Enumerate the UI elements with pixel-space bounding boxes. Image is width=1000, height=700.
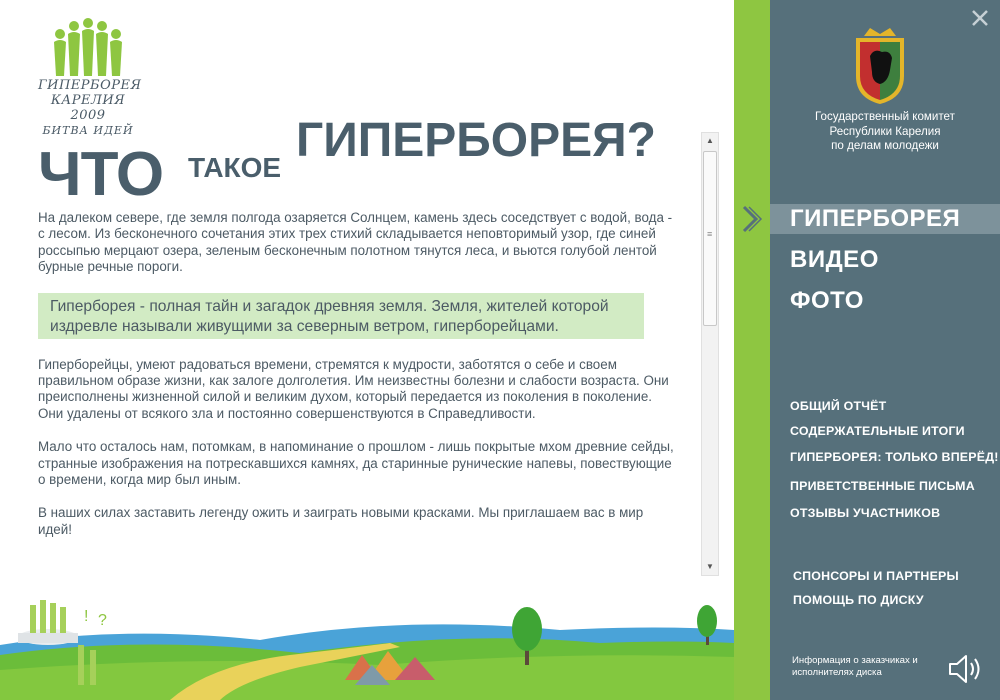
scroll-thumb[interactable]	[703, 151, 717, 326]
nav-item-general-report[interactable]: ОБЩИЙ ОТЧЁТ	[790, 399, 887, 413]
landscape-illustration	[0, 585, 734, 700]
nav-item-help[interactable]: ПОМОЩЬ ПО ДИСКУ	[793, 593, 924, 607]
close-icon[interactable]	[970, 8, 990, 28]
scroll-up-arrow-icon[interactable]: ▲	[706, 136, 714, 145]
paragraph-3: Мало что осталось нам, потомкам, в напоминание о прошлом - лишь покрытые мхом древние сейды, странные изображения на потрескавшихся камнях, да старинные рунические напевы, повествующие о времени, когда мир был иным.	[38, 439, 674, 488]
nav-item-hyperborea[interactable]: ГИПЕРБОРЕЯ	[770, 204, 1000, 234]
nav-item-reviews[interactable]: ОТЗЫВЫ УЧАСТНИКОВ	[790, 506, 941, 520]
logo-line-1: ГИПЕРБОРЕЯ	[38, 78, 142, 93]
committee-line-2: Республики Карелия	[829, 124, 941, 138]
karelia-coat-of-arms-icon	[850, 26, 910, 106]
scroll-grip-icon: ≡	[707, 229, 713, 239]
hyperborea-logo	[38, 18, 142, 137]
sidebar	[770, 0, 1000, 700]
highlight-quote: Гиперборея - полная тайн и загадок древняя земля. Земля, жителей которой издревле называли живущими за северным ветром, гиперборейцами.	[38, 293, 644, 339]
people-logo-icon	[50, 18, 126, 78]
nav-item-forward[interactable]: ГИПЕРБОРЕЯ: ТОЛЬКО ВПЕРЁД!	[790, 450, 999, 464]
nav-item-sponsors[interactable]: СПОНСОРЫ И ПАРТНЕРЫ	[793, 569, 959, 583]
scroll-down-arrow-icon[interactable]: ▼	[706, 562, 714, 571]
committee-name	[770, 110, 1000, 154]
heading-such: ТАКОЕ	[188, 152, 282, 183]
credits-link[interactable]: Информация о заказчиках и исполнителях диска	[792, 655, 918, 678]
committee-line-3: по делам молодежи	[831, 139, 939, 152]
logo-line-3: БИТВА ИДЕЙ	[42, 124, 134, 137]
paragraph-4: В наших силах заставить легенду ожить и заиграть новыми красками. Мы приглашаем вас в мир идей!	[38, 505, 644, 537]
svg-text:!: !	[84, 608, 89, 625]
nav-item-letters[interactable]: ПРИВЕТСТВЕННЫЕ ПИСЬМА	[790, 479, 975, 493]
logo-line-2: КАРЕЛИЯ 2009	[50, 93, 126, 123]
article-text	[38, 210, 678, 555]
heading-hyperborea: ГИПЕРБОРЕЯ?	[296, 114, 656, 167]
nav-item-video[interactable]: ВИДЕО	[790, 246, 879, 273]
paragraph-2: Гиперборейцы, умеют радоваться времени, стремятся к мудрости, заботятся о себе и своем правильном образе жизни, как залоге долголетия. Им неизвестны болезни и слабости возраста. Они преисполнены жизненной силой и великим духом, который передается из поколения в поколение. Они удалены от всякого зла и постоянно совершенствуются в Справедливости.	[38, 356, 669, 421]
nav-item-results[interactable]: СОДЕРЖАТЕЛЬНЫЕ ИТОГИ	[790, 424, 965, 438]
svg-text:?: ?	[98, 612, 107, 629]
paragraph-1: На далеком севере, где земля полгода озаряется Солнцем, камень здесь соседствует с водой, вода - с лесом. Из бесконечного сочетания этих трех стихий складывается неповторимый узор, где синей россыпью мерцают озера, зеленым бесконечным полотном тянутся леса, и вьются голубой лентой бурные речные пороги.	[38, 210, 673, 275]
chevron-right-icon	[740, 204, 764, 234]
heading-what: ЧТО	[38, 140, 164, 209]
committee-line-1: Государственный комитет	[815, 110, 955, 123]
accent-strip	[734, 0, 770, 700]
article-scrollbar[interactable]	[701, 132, 719, 576]
nav-item-photo[interactable]: ФОТО	[790, 287, 864, 314]
speaker-icon[interactable]	[946, 652, 984, 686]
